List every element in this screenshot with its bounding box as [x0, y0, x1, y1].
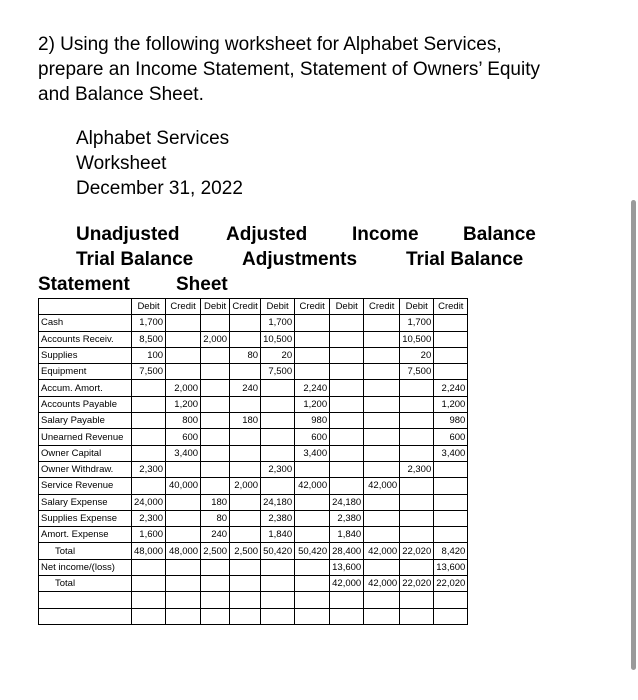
- amount-cell: [132, 592, 166, 608]
- table-row: [39, 494, 468, 510]
- amount-cell: 980: [295, 413, 330, 429]
- amount-cell: [132, 559, 166, 575]
- account-name: Accounts Payable: [39, 396, 132, 412]
- table-row: [39, 331, 468, 347]
- amount-cell: [295, 364, 330, 380]
- amount-cell: [330, 380, 364, 396]
- heading-trial-balance-2: Trial Balance: [406, 249, 524, 270]
- header-blank-cell: [39, 299, 132, 315]
- amount-cell: 600: [295, 429, 330, 445]
- table-row: [39, 315, 468, 331]
- amount-cell: [230, 608, 261, 624]
- amount-cell: [400, 478, 434, 494]
- amount-cell: 48,000: [132, 543, 166, 559]
- heading-adjustments: Adjustments: [242, 249, 358, 270]
- amount-cell: 100: [132, 347, 166, 363]
- amount-cell: [434, 592, 468, 608]
- amount-cell: [201, 445, 230, 461]
- amount-cell: [230, 494, 261, 510]
- table-header-row: [39, 299, 468, 315]
- amount-cell: [132, 576, 166, 592]
- column-header: Debit: [132, 299, 166, 315]
- question-line: and Balance Sheet.: [38, 84, 204, 105]
- column-header: Debit: [400, 299, 434, 315]
- amount-cell: 42,000: [295, 478, 330, 494]
- account-name: Salary Payable: [39, 413, 132, 429]
- table-row: [39, 543, 468, 559]
- table-row: [39, 527, 468, 543]
- worksheet-table: [38, 298, 468, 625]
- heading-unadjusted: Unadjusted: [76, 224, 180, 245]
- amount-cell: 7,500: [261, 364, 295, 380]
- amount-cell: [261, 592, 295, 608]
- amount-cell: 2,380: [330, 510, 364, 526]
- amount-cell: [132, 478, 166, 494]
- amount-cell: [364, 527, 400, 543]
- amount-cell: 1,200: [166, 396, 201, 412]
- amount-cell: [132, 396, 166, 412]
- amount-cell: [261, 396, 295, 412]
- amount-cell: 600: [166, 429, 201, 445]
- amount-cell: 1,600: [132, 527, 166, 543]
- amount-cell: [166, 592, 201, 608]
- amount-cell: [230, 315, 261, 331]
- amount-cell: 50,420: [261, 543, 295, 559]
- amount-cell: 7,500: [132, 364, 166, 380]
- account-name: Equipment: [39, 364, 132, 380]
- amount-cell: [230, 527, 261, 543]
- amount-cell: [400, 396, 434, 412]
- amount-cell: 2,000: [201, 331, 230, 347]
- amount-cell: 180: [201, 494, 230, 510]
- heading-trial-balance-1: Trial Balance: [76, 249, 194, 270]
- amount-cell: [201, 592, 230, 608]
- amount-cell: 24,000: [132, 494, 166, 510]
- amount-cell: [166, 576, 201, 592]
- vertical-scrollbar[interactable]: [631, 200, 636, 670]
- amount-cell: [364, 494, 400, 510]
- amount-cell: [400, 592, 434, 608]
- amount-cell: 600: [434, 429, 468, 445]
- amount-cell: [230, 445, 261, 461]
- account-name: Service Revenue: [39, 478, 132, 494]
- amount-cell: [132, 445, 166, 461]
- question-text: [38, 32, 628, 107]
- table-row: [39, 347, 468, 363]
- amount-cell: [330, 461, 364, 477]
- amount-cell: [400, 559, 434, 575]
- amount-cell: [295, 527, 330, 543]
- amount-cell: [330, 396, 364, 412]
- account-name: Net income/(loss): [39, 559, 132, 575]
- amount-cell: 3,400: [166, 445, 201, 461]
- amount-cell: [364, 413, 400, 429]
- amount-cell: [400, 413, 434, 429]
- amount-cell: [295, 315, 330, 331]
- amount-cell: [201, 608, 230, 624]
- table-row: [39, 592, 468, 608]
- amount-cell: [400, 510, 434, 526]
- amount-cell: [261, 559, 295, 575]
- amount-cell: 42,000: [364, 543, 400, 559]
- amount-cell: 42,000: [364, 576, 400, 592]
- amount-cell: [132, 380, 166, 396]
- amount-cell: [400, 494, 434, 510]
- account-name: [39, 608, 132, 624]
- column-header: Credit: [295, 299, 330, 315]
- amount-cell: [400, 527, 434, 543]
- amount-cell: 2,500: [201, 543, 230, 559]
- amount-cell: 13,600: [434, 559, 468, 575]
- amount-cell: [330, 413, 364, 429]
- amount-cell: 980: [434, 413, 468, 429]
- table-row: [39, 364, 468, 380]
- amount-cell: [330, 347, 364, 363]
- heading-income: Income: [352, 224, 419, 245]
- table-row: [39, 478, 468, 494]
- amount-cell: [261, 380, 295, 396]
- amount-cell: 2,380: [261, 510, 295, 526]
- amount-cell: [434, 364, 468, 380]
- amount-cell: 10,500: [261, 331, 295, 347]
- amount-cell: 3,400: [295, 445, 330, 461]
- amount-cell: [364, 608, 400, 624]
- amount-cell: 48,000: [166, 543, 201, 559]
- amount-cell: [364, 559, 400, 575]
- amount-cell: 240: [201, 527, 230, 543]
- amount-cell: 28,400: [330, 543, 364, 559]
- column-header: Debit: [201, 299, 230, 315]
- worksheet-header: [76, 126, 243, 201]
- amount-cell: [295, 510, 330, 526]
- amount-cell: [330, 592, 364, 608]
- amount-cell: [166, 364, 201, 380]
- column-header: Credit: [166, 299, 201, 315]
- table-row: [39, 396, 468, 412]
- amount-cell: [201, 380, 230, 396]
- amount-cell: [201, 478, 230, 494]
- amount-cell: [364, 364, 400, 380]
- amount-cell: [261, 576, 295, 592]
- amount-cell: [364, 396, 400, 412]
- amount-cell: 80: [230, 347, 261, 363]
- amount-cell: [364, 429, 400, 445]
- account-name: Accum. Amort.: [39, 380, 132, 396]
- amount-cell: [201, 559, 230, 575]
- amount-cell: 22,020: [434, 576, 468, 592]
- amount-cell: 20: [400, 347, 434, 363]
- heading-balance: Balance: [463, 224, 536, 245]
- amount-cell: 2,240: [434, 380, 468, 396]
- amount-cell: 800: [166, 413, 201, 429]
- amount-cell: [166, 527, 201, 543]
- amount-cell: [330, 429, 364, 445]
- column-header: Credit: [434, 299, 468, 315]
- amount-cell: [295, 494, 330, 510]
- amount-cell: [330, 315, 364, 331]
- amount-cell: [364, 461, 400, 477]
- amount-cell: [166, 461, 201, 477]
- amount-cell: [201, 429, 230, 445]
- table-row: [39, 413, 468, 429]
- amount-cell: [330, 445, 364, 461]
- amount-cell: 24,180: [261, 494, 295, 510]
- amount-cell: [230, 576, 261, 592]
- amount-cell: 22,020: [400, 576, 434, 592]
- amount-cell: 7,500: [400, 364, 434, 380]
- amount-cell: 2,300: [132, 461, 166, 477]
- amount-cell: [230, 461, 261, 477]
- amount-cell: 240: [230, 380, 261, 396]
- amount-cell: 2,300: [132, 510, 166, 526]
- amount-cell: [434, 510, 468, 526]
- amount-cell: [230, 559, 261, 575]
- table-row: [39, 429, 468, 445]
- amount-cell: [434, 461, 468, 477]
- amount-cell: 3,400: [434, 445, 468, 461]
- account-name: Owner Withdraw.: [39, 461, 132, 477]
- document-date: December 31, 2022: [76, 178, 243, 199]
- amount-cell: [400, 380, 434, 396]
- amount-cell: 1,840: [261, 527, 295, 543]
- amount-cell: [166, 315, 201, 331]
- table-row: [39, 445, 468, 461]
- amount-cell: 13,600: [330, 559, 364, 575]
- amount-cell: 22,020: [400, 543, 434, 559]
- amount-cell: 40,000: [166, 478, 201, 494]
- account-name: Owner Capital: [39, 445, 132, 461]
- column-header: Debit: [261, 299, 295, 315]
- account-name: [39, 592, 132, 608]
- amount-cell: [400, 608, 434, 624]
- heading-statement: Statement: [38, 274, 130, 295]
- amount-cell: 1,840: [330, 527, 364, 543]
- amount-cell: [434, 315, 468, 331]
- amount-cell: [230, 364, 261, 380]
- amount-cell: 1,200: [434, 396, 468, 412]
- amount-cell: 10,500: [400, 331, 434, 347]
- amount-cell: [364, 331, 400, 347]
- amount-cell: [166, 510, 201, 526]
- amount-cell: [295, 559, 330, 575]
- amount-cell: [330, 608, 364, 624]
- table-row: [39, 380, 468, 396]
- account-name: Salary Expense: [39, 494, 132, 510]
- column-header: Credit: [364, 299, 400, 315]
- amount-cell: [295, 461, 330, 477]
- amount-cell: 2,300: [261, 461, 295, 477]
- amount-cell: [230, 592, 261, 608]
- amount-cell: [434, 527, 468, 543]
- account-name: Amort. Expense: [39, 527, 132, 543]
- amount-cell: [434, 347, 468, 363]
- amount-cell: 42,000: [364, 478, 400, 494]
- column-header: Debit: [330, 299, 364, 315]
- table-row: [39, 461, 468, 477]
- amount-cell: [434, 494, 468, 510]
- amount-cell: [295, 576, 330, 592]
- question-line: 2) Using the following worksheet for Alphabet Services,: [38, 34, 502, 55]
- amount-cell: [166, 494, 201, 510]
- amount-cell: [261, 445, 295, 461]
- account-name: Total: [39, 576, 132, 592]
- table-row: [39, 608, 468, 624]
- amount-cell: [364, 510, 400, 526]
- amount-cell: 8,420: [434, 543, 468, 559]
- amount-cell: [201, 396, 230, 412]
- amount-cell: [261, 478, 295, 494]
- amount-cell: [132, 413, 166, 429]
- amount-cell: [295, 331, 330, 347]
- amount-cell: [434, 478, 468, 494]
- account-name: Cash: [39, 315, 132, 331]
- amount-cell: 80: [201, 510, 230, 526]
- amount-cell: [261, 413, 295, 429]
- document-title: Worksheet: [76, 153, 167, 174]
- amount-cell: 2,000: [230, 478, 261, 494]
- amount-cell: [295, 592, 330, 608]
- heading-adjusted: Adjusted: [226, 224, 308, 245]
- amount-cell: 180: [230, 413, 261, 429]
- amount-cell: 2,300: [400, 461, 434, 477]
- table-row: [39, 510, 468, 526]
- account-name: Supplies Expense: [39, 510, 132, 526]
- amount-cell: [166, 347, 201, 363]
- amount-cell: 1,700: [261, 315, 295, 331]
- amount-cell: 50,420: [295, 543, 330, 559]
- amount-cell: [230, 510, 261, 526]
- amount-cell: [295, 608, 330, 624]
- amount-cell: [364, 315, 400, 331]
- amount-cell: [330, 331, 364, 347]
- table-row: [39, 576, 468, 592]
- amount-cell: [230, 331, 261, 347]
- amount-cell: [434, 608, 468, 624]
- account-name: Total: [39, 543, 132, 559]
- amount-cell: [434, 331, 468, 347]
- amount-cell: 42,000: [330, 576, 364, 592]
- question-line: prepare an Income Statement, Statement of Owners’ Equity: [38, 59, 540, 80]
- amount-cell: [230, 429, 261, 445]
- amount-cell: 2,500: [230, 543, 261, 559]
- amount-cell: 24,180: [330, 494, 364, 510]
- amount-cell: 2,240: [295, 380, 330, 396]
- amount-cell: [166, 559, 201, 575]
- amount-cell: [201, 315, 230, 331]
- column-header: Credit: [230, 299, 261, 315]
- amount-cell: [330, 478, 364, 494]
- amount-cell: [364, 445, 400, 461]
- amount-cell: [261, 429, 295, 445]
- amount-cell: 1,700: [132, 315, 166, 331]
- amount-cell: 2,000: [166, 380, 201, 396]
- heading-sheet: Sheet: [176, 274, 228, 295]
- amount-cell: [400, 429, 434, 445]
- amount-cell: [201, 413, 230, 429]
- amount-cell: [364, 380, 400, 396]
- amount-cell: 20: [261, 347, 295, 363]
- company-name: Alphabet Services: [76, 128, 230, 149]
- amount-cell: [295, 347, 330, 363]
- amount-cell: [166, 608, 201, 624]
- amount-cell: [400, 445, 434, 461]
- amount-cell: 1,200: [295, 396, 330, 412]
- amount-cell: [166, 331, 201, 347]
- amount-cell: [261, 608, 295, 624]
- account-name: Supplies: [39, 347, 132, 363]
- amount-cell: [132, 429, 166, 445]
- amount-cell: [201, 461, 230, 477]
- amount-cell: 8,500: [132, 331, 166, 347]
- amount-cell: [201, 576, 230, 592]
- account-name: Unearned Revenue: [39, 429, 132, 445]
- table-row: [39, 559, 468, 575]
- amount-cell: [364, 592, 400, 608]
- amount-cell: [364, 347, 400, 363]
- amount-cell: [132, 608, 166, 624]
- account-name: Accounts Receiv.: [39, 331, 132, 347]
- amount-cell: 1,700: [400, 315, 434, 331]
- amount-cell: [230, 396, 261, 412]
- amount-cell: [330, 364, 364, 380]
- amount-cell: [201, 347, 230, 363]
- amount-cell: [201, 364, 230, 380]
